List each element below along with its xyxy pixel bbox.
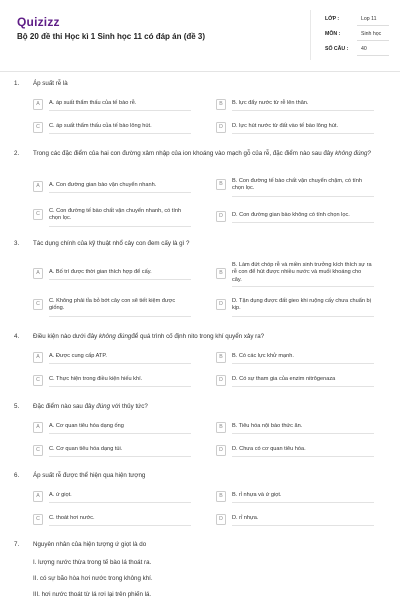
option-text: C. Cơ quan tiêu hóa dạng túi.: [49, 446, 123, 452]
option-letter: B: [216, 422, 226, 433]
statement-1: I. lượng nước thừa trong tế bào lá thoát ra.: [33, 559, 152, 566]
question-text-tail: để quá trình cố định nito trong khí quyển xảy ra?: [131, 333, 265, 340]
option-underline: [49, 110, 191, 111]
question-text: Áp suất rễ được thể hiện qua hiện tượng: [33, 472, 146, 479]
option-letter: B: [216, 179, 226, 190]
statement-3: III. hơi nước thoát từ lá rơi lại trên phiến lá.: [33, 591, 152, 598]
question-text: Áp suất rễ là: [33, 80, 68, 87]
option-letter: C: [33, 122, 43, 133]
option-text: B. Làm đứt chóp rễ và miền sinh trưởng kích thích sự ra rễ con để hút được nhiều nước và muối khoáng cho cây.: [232, 262, 372, 283]
option-letter: A: [33, 352, 43, 363]
option-underline: [232, 433, 374, 434]
question-text: [33, 403, 383, 411]
question-number: 3.: [14, 240, 20, 247]
option-letter: C: [33, 209, 43, 220]
option-letter: B: [216, 268, 226, 279]
meta-row-class: [325, 16, 389, 28]
option-text: C. áp suất thẩm thấu của tế bào lông hút.: [49, 123, 152, 129]
option-letter: B: [216, 99, 226, 110]
option-text: B. Có các lực khử mạnh.: [232, 353, 294, 359]
option-underline: [232, 196, 374, 197]
option-letter: D: [216, 211, 226, 222]
meta-box: [310, 10, 388, 60]
option-text: C. Thực hiện trong điều kiện hiếu khí.: [49, 376, 143, 382]
document-header: [0, 0, 400, 72]
option-underline: [232, 525, 374, 526]
question-number: 7.: [14, 541, 20, 548]
option-letter: B: [216, 491, 226, 502]
option-letter: D: [216, 375, 226, 386]
option-text: D. Con đường gian bào không có tính chọn lọc.: [232, 212, 350, 218]
meta-underline: [357, 55, 389, 56]
option-letter: A: [33, 99, 43, 110]
option-letter: B: [216, 352, 226, 363]
option-text: A. áp suất thẩm thấu của tế bào rễ.: [49, 100, 137, 106]
option-underline: [49, 192, 191, 193]
option-text: B. rỉ nhựa và ứ giọt.: [232, 492, 282, 498]
option-text: A. Con đường gian bào vận chuyển nhanh.: [49, 182, 157, 188]
option-letter: D: [216, 445, 226, 456]
option-underline: [232, 363, 374, 364]
question-text-main: Điều kiện nào dưới đây: [33, 333, 99, 340]
question-number: 2.: [14, 150, 20, 157]
question-text: Tác dụng chính của kỹ thuật nhổ cây con đem cấy là gì ?: [33, 240, 190, 247]
option-underline: [49, 133, 191, 134]
question-number: 1.: [14, 80, 20, 87]
option-letter: C: [33, 514, 43, 525]
option-text: D. Chưa có cơ quan tiêu hóa.: [232, 446, 306, 452]
question-text: [33, 333, 383, 341]
meta-label: SỐ CÂU :: [325, 46, 349, 52]
option-text: D. lực hút nước từ đất vào tế bào lông hút.: [232, 123, 339, 129]
option-underline: [232, 502, 374, 503]
option-text: D. Có sự tham gia của enzim nitrôgenaza: [232, 376, 336, 382]
option-underline: [49, 363, 191, 364]
document-title: Bộ 20 đề thi Học kì 1 Sinh học 11 có đáp án (đề 3): [17, 32, 206, 41]
meta-value: Lop 11: [361, 16, 377, 22]
statement-2: II. có sự bão hòa hơi nước trong không khí.: [33, 575, 153, 582]
option-underline: [232, 316, 374, 317]
option-text: A. Được cung cấp ATP.: [49, 353, 107, 359]
option-letter: C: [33, 299, 43, 310]
option-text: A. Cơ quan tiêu hóa dạng ống: [49, 423, 124, 429]
option-letter: A: [33, 268, 43, 279]
option-underline: [49, 279, 191, 280]
option-underline: [49, 456, 191, 457]
option-underline: [232, 456, 374, 457]
question-text: [33, 150, 383, 158]
option-underline: [232, 133, 374, 134]
option-text: D. rỉ nhựa.: [232, 515, 259, 521]
question-text-emphasis: đúng: [96, 403, 111, 410]
option-underline: [49, 502, 191, 503]
option-text: A. Bố trí được thời gian thích hợp để cấy.: [49, 269, 152, 275]
meta-label: LỚP :: [325, 16, 340, 22]
question-text-emphasis: không đúng?: [335, 150, 371, 157]
option-underline: [232, 386, 374, 387]
option-letter: D: [216, 514, 226, 525]
question-text-main: Đặc điểm nào sau đây: [33, 403, 97, 410]
meta-value: 40: [361, 46, 367, 52]
option-letter: A: [33, 491, 43, 502]
meta-value: Sinh học: [361, 31, 382, 37]
quizizz-logo: Quizizz: [17, 15, 60, 29]
option-text: D. Tận dụng được đất gieo khi ruộng cấy chưa chuẩn bị kịp.: [232, 298, 371, 312]
meta-underline: [357, 25, 389, 26]
question-number: 6.: [14, 472, 20, 479]
question-text-emphasis: không đúng: [99, 333, 132, 340]
option-letter: C: [33, 375, 43, 386]
meta-row-count: [325, 46, 389, 58]
option-underline: [232, 286, 374, 287]
option-text: A. ứ giọt.: [49, 492, 72, 498]
meta-row-subject: [325, 31, 389, 43]
option-underline: [232, 222, 374, 223]
option-text: C. thoát hơi nước.: [49, 515, 95, 521]
option-underline: [49, 226, 191, 227]
option-letter: D: [216, 122, 226, 133]
option-letter: A: [33, 181, 43, 192]
option-text: C. Không phải tỉa bỏ bớt cây con sẽ tiết kiệm được giống.: [49, 298, 176, 312]
question-text: Nguyên nhân của hiện tượng ứ giọt là do: [33, 541, 147, 548]
question-number: 4.: [14, 333, 20, 340]
question-text-main: Trong các đặc điểm của hai con đường xâm nhập của ion khoáng vào mạch gỗ của rễ, đặc điểm nào sau đây: [33, 150, 336, 157]
option-letter: A: [33, 422, 43, 433]
meta-label: MÔN :: [325, 31, 341, 37]
option-text: B. lực đẩy nước từ rễ lên thân.: [232, 100, 309, 106]
option-text: B. Tiêu hóa nội bào thức ăn.: [232, 423, 303, 429]
option-underline: [49, 525, 191, 526]
question-number: 5.: [14, 403, 20, 410]
option-letter: C: [33, 445, 43, 456]
meta-underline: [357, 40, 389, 41]
option-letter: D: [216, 299, 226, 310]
option-text: B. Con đường tế bào chất vận chuyển chậm, có tính chọn lọc.: [232, 178, 362, 192]
option-underline: [232, 110, 374, 111]
option-underline: [49, 316, 191, 317]
question-text-tail: với thủy tức?: [110, 403, 148, 410]
option-underline: [49, 386, 191, 387]
option-underline: [49, 433, 191, 434]
option-text: C. Con đường tế bào chất vận chuyển nhanh, có tính chọn lọc.: [49, 208, 182, 222]
